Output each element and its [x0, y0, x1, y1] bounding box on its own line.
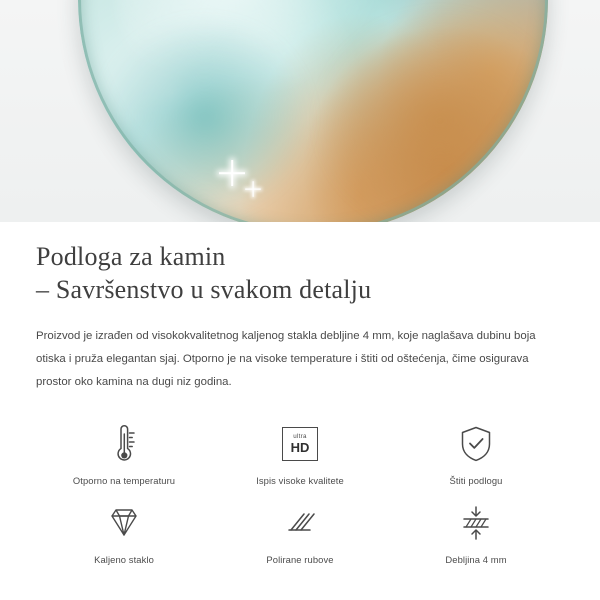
feature-label: Ispis visoke kvalitete	[256, 474, 344, 486]
feature-grid	[36, 421, 564, 565]
hero-image	[0, 0, 600, 222]
feature-item-protects-surface	[388, 421, 564, 486]
shield-check-icon	[457, 421, 495, 467]
headline-line-1: Podloga za kamin	[36, 242, 226, 271]
feature-label: Debljina 4 mm	[445, 553, 507, 565]
description-paragraph: Proizvod je izrađen od visokokvalitetnog kaljenog stakla debljine 4 mm, koje naglašava dubinu boja otiska i pruža elegantan sjaj. Otporno je na visoke temperature i štiti od oštećenja, čime osigurava prostor oko kamina na dugi niz godina.	[36, 329, 536, 389]
diamond-icon	[102, 500, 146, 546]
polished-edges-icon	[280, 500, 320, 546]
thickness-arrows-icon	[456, 500, 496, 546]
headline-line-2: – Savršenstvo u svakom detalju	[36, 275, 372, 305]
glass-disc-product-image	[78, 0, 548, 222]
feature-item-thickness	[388, 500, 564, 565]
page-title	[36, 222, 564, 307]
feature-item-print-quality	[212, 421, 388, 486]
feature-item-polished-edges	[212, 500, 388, 565]
feature-label: Otporno na temperaturu	[72, 474, 176, 486]
feature-label: Kaljeno staklo	[94, 553, 154, 565]
feature-item-temperature	[36, 421, 212, 486]
thermometer-icon	[104, 421, 144, 467]
ultra-hd-badge-bottom: HD	[290, 439, 310, 455]
ultra-hd-icon	[282, 421, 318, 467]
content-area	[0, 222, 600, 565]
feature-label: Štiti podlogu	[449, 474, 503, 486]
feature-item-tempered-glass	[36, 500, 212, 565]
ultra-hd-badge-top: ultra	[293, 432, 307, 440]
feature-label: Polirane rubove	[266, 553, 334, 565]
